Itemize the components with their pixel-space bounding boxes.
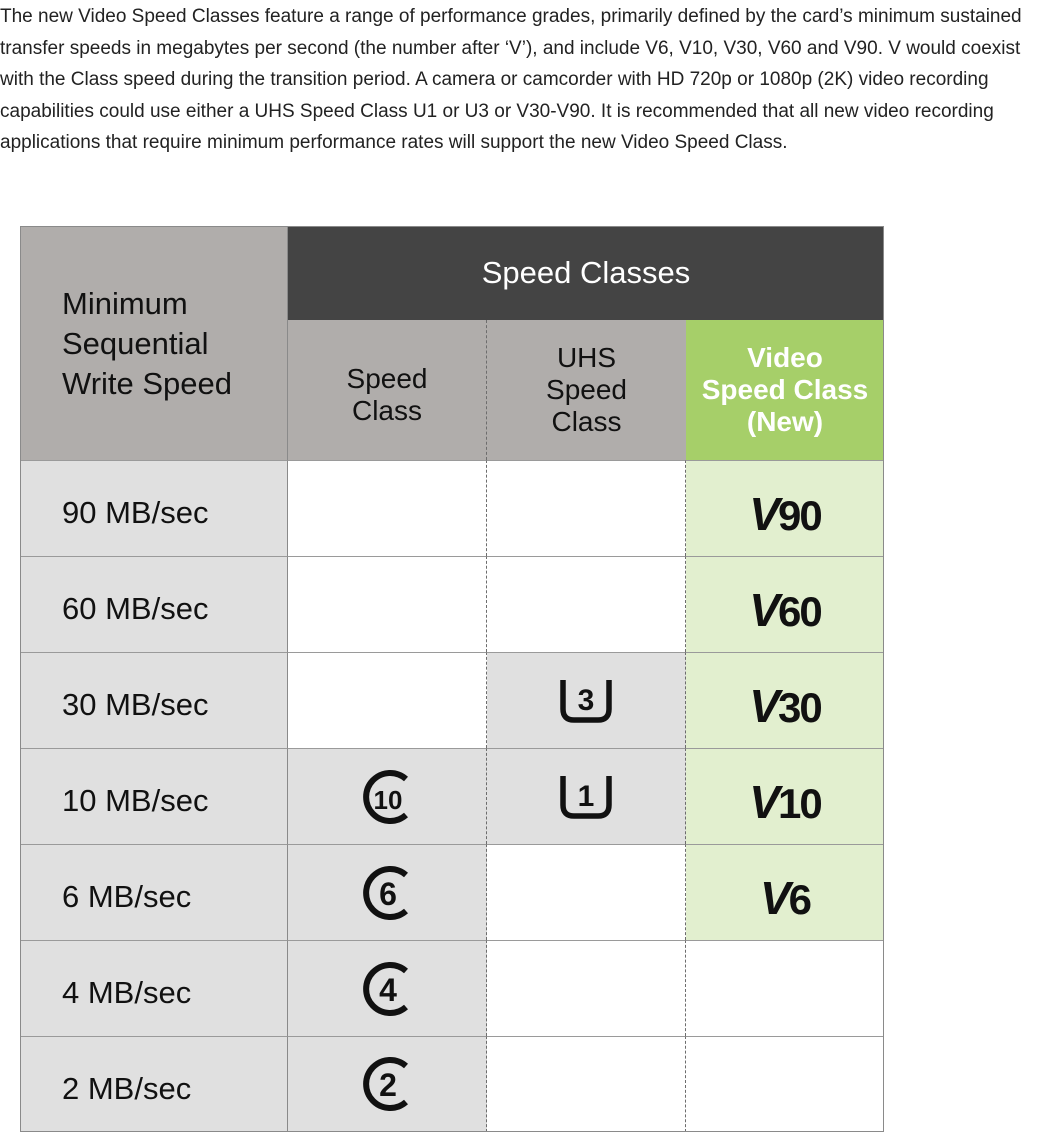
uhs-speed-class-cell [487,844,686,940]
header-speed-classes [288,226,884,320]
speed-class-cell [288,460,487,556]
uhs-u3-icon [558,677,614,725]
svg-text:10: 10 [373,784,403,815]
class-6-icon [359,865,415,921]
uhs-speed-class-cell [487,1036,686,1132]
speed-class-cell [288,652,487,748]
header-video-speed-class-label: Video Speed Class (New) [701,342,869,437]
row-speed-label: 30 MB/sec [20,652,288,748]
uhs-speed-class-cell [487,556,686,652]
class-4-icon [359,961,415,1017]
video-v6-icon: V6 [759,871,811,924]
video-speed-class-cell [686,460,884,556]
svg-text:4: 4 [379,971,397,1008]
video-speed-class-cell [686,748,884,844]
video-speed-class-cell [686,652,884,748]
row-speed-label: 2 MB/sec [20,1036,288,1132]
svg-text:1: 1 [577,779,595,813]
video-v30-icon: V30 [749,679,821,732]
video-v60-icon: V60 [749,583,821,636]
video-v90-icon: V90 [749,487,821,540]
uhs-u1-icon [558,773,614,821]
header-write-speed-label: Minimum Sequential Write Speed [62,286,233,401]
header-speed-classes-label: Speed Classes [481,255,691,290]
header-write-speed [20,226,288,460]
header-speed-class-label: Speed Class [346,363,428,426]
video-speed-class-cell [686,844,884,940]
video-speed-class-cell [686,940,884,1036]
video-speed-class-cell [686,556,884,652]
svg-text:2: 2 [379,1067,397,1103]
intro-paragraph: The new Video Speed Classes feature a range of performance grades, primarily defined by the card’s minimum sustained transfer speeds in megabytes per second (the number after ‘V’), and include V6, V10, V30, V60 and V90. V would coexist with the Class speed during the transition period. A camera or camcorder with HD 720p or 1080p (2K) video recording capabilities could use either a UHS Speed Class U1 or U3 or V30-V90. It is recommended that all new video recording applications that require minimum performance rates will support the new Video Speed Class. [0,6,1022,153]
svg-text:3: 3 [577,683,595,717]
speed-class-cell [288,844,487,940]
header-uhs-speed-class [487,320,686,460]
video-v10-icon: V10 [749,775,821,828]
class-10-icon [359,769,415,825]
header-uhs-speed-class-label: UHS Speed Class [546,342,627,437]
speed-class-cell [288,940,487,1036]
class-2-icon [359,1056,415,1112]
video-speed-class-cell [686,1036,884,1132]
uhs-speed-class-cell [487,748,686,844]
row-speed-label: 4 MB/sec [20,940,288,1036]
uhs-speed-class-cell [487,940,686,1036]
header-video-speed-class [686,320,884,460]
speed-class-cell [288,1036,487,1132]
speed-class-table [20,226,884,1132]
speed-class-cell [288,556,487,652]
row-speed-label: 10 MB/sec [20,748,288,844]
row-speed-label: 6 MB/sec [20,844,288,940]
svg-text:6: 6 [379,875,397,912]
uhs-speed-class-cell [487,652,686,748]
row-speed-label: 90 MB/sec [20,460,288,556]
header-speed-class [288,320,487,460]
uhs-speed-class-cell [487,460,686,556]
speed-class-cell [288,748,487,844]
row-speed-label: 60 MB/sec [20,556,288,652]
